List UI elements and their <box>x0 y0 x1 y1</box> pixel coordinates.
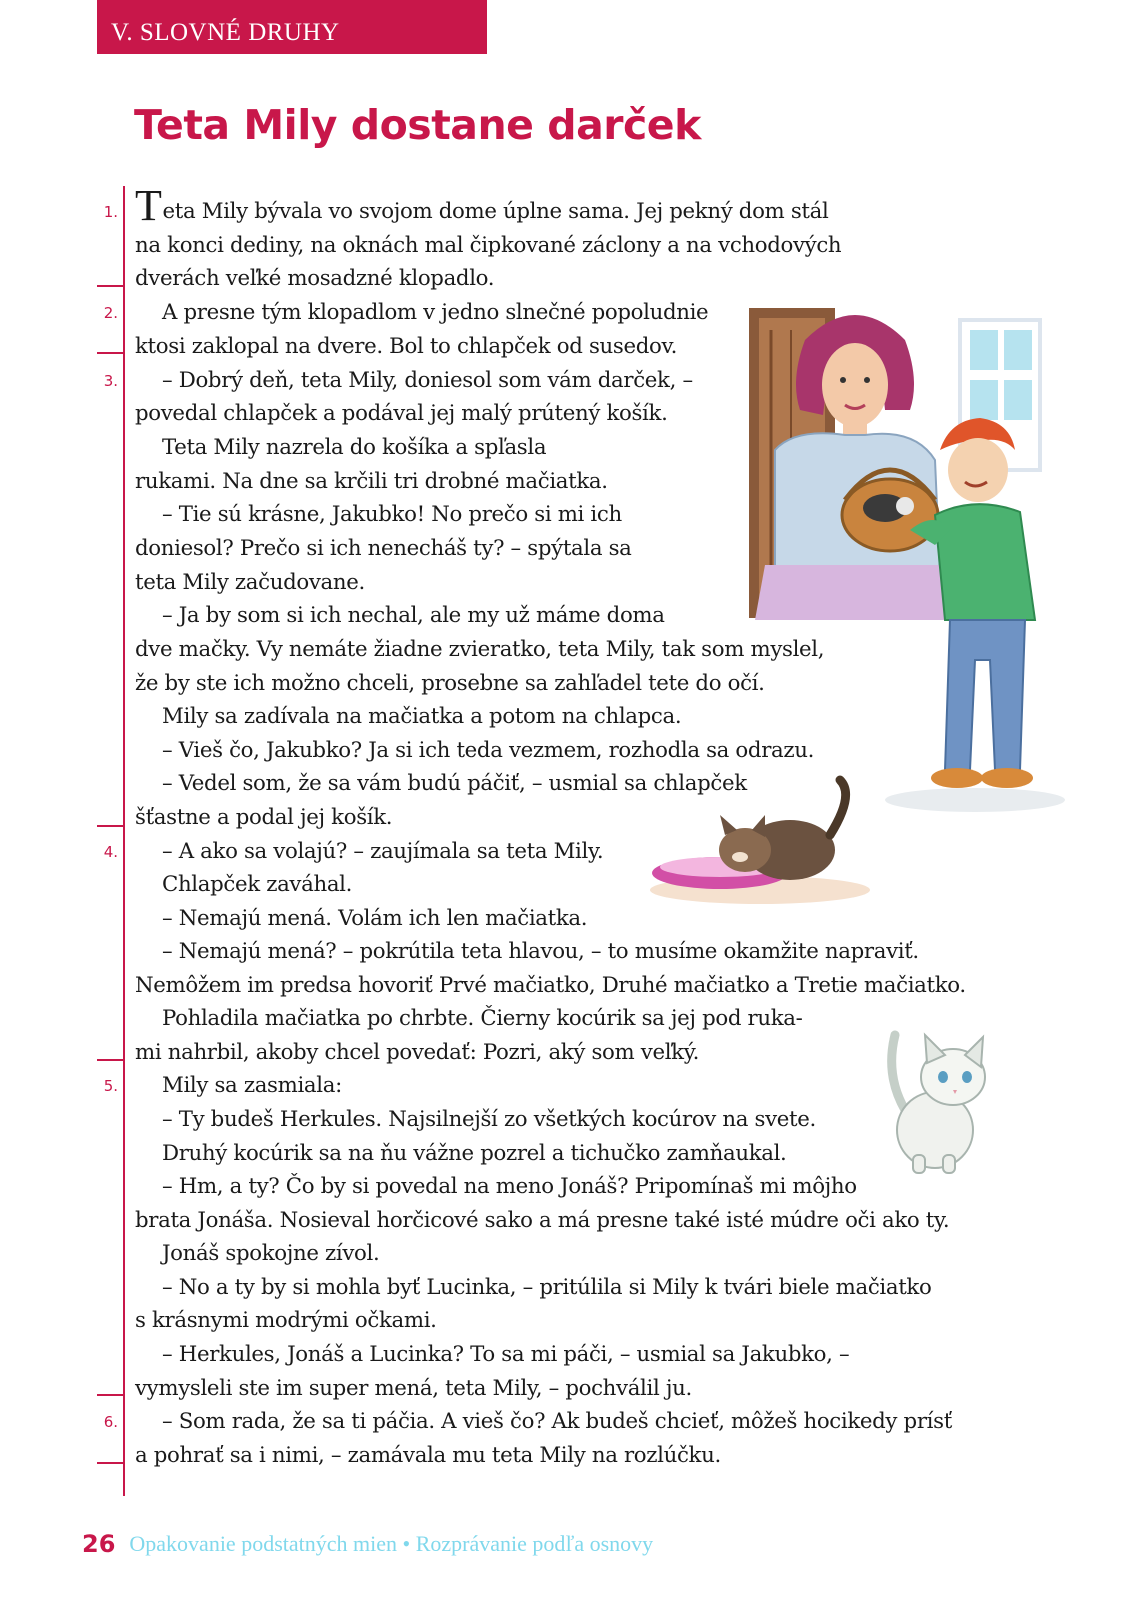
story-line: Jonáš spokojne zívol. <box>162 1241 380 1266</box>
story-line: s krásnymi modrými očkami. <box>135 1308 437 1333</box>
story-line: – Tie sú krásne, Jakubko! No prečo si mi ich <box>162 502 622 527</box>
story-line: brata Jonáša. Nosieval horčicové sako a má presne také isté múdre oči ako ty. <box>135 1208 950 1233</box>
paragraph-number: 3. <box>103 372 118 390</box>
page-footer <box>82 1530 653 1558</box>
story-line: povedal chlapček a podával jej malý prútený košík. <box>135 401 668 426</box>
story-line: Mily sa zasmiala: <box>162 1073 342 1098</box>
story-line: Nemôžem im predsa hovoriť Prvé mačiatko, Druhé mačiatko a Tretie mačiatko. <box>135 973 966 998</box>
story-line: ktosi zaklopal na dvere. Bol to chlapček od susedov. <box>135 334 678 359</box>
story-line: – Nemajú mená. Volám ich len mačiatka. <box>162 906 588 931</box>
paragraph-number: 6. <box>103 1413 118 1431</box>
paragraph-divider <box>97 1394 124 1396</box>
paragraph-divider <box>97 352 124 354</box>
footer-topics: Opakovanie podstatných mien • Rozprávanie podľa osnovy <box>129 1531 654 1556</box>
story-line: Teta Mily nazrela do košíka a spľasla <box>162 435 547 460</box>
story-line: že by ste ich možno chceli, prosebne sa zahľadel tete do očí. <box>135 671 765 696</box>
story-line: – Ja by som si ich nechal, ale my už máme doma <box>162 603 665 628</box>
story-line: mi nahrbil, akoby chcel povedať: Pozri, aký som veľký. <box>135 1040 699 1065</box>
story-line: Chlapček zaváhal. <box>162 872 353 897</box>
story-line: Pohladila mačiatka po chrbte. Čierny kocúrik sa jej pod ruka- <box>162 1006 803 1031</box>
story-line: vymysleli ste im super mená, teta Mily, – pochválil ju. <box>135 1376 692 1401</box>
story-line: doniesol? Prečo si ich nenecháš ty? – spýtala sa <box>135 536 632 561</box>
woman-face <box>822 343 888 427</box>
story-line: rukami. Na dne sa krčili tri drobné mačiatka. <box>135 469 608 494</box>
story-line: Mily sa zadívala na mačiatka a potom na chlapca. <box>162 704 682 729</box>
chapter-header: V. SLOVNÉ DRUHY <box>97 0 487 54</box>
story-line: dve mačky. Vy nemáte žiadne zvieratko, teta Mily, tak som myslel, <box>135 637 825 662</box>
paragraph-number: 4. <box>103 843 118 861</box>
paragraph-rail <box>123 186 125 1496</box>
story-line: a pohrať sa i nimi, – zamávala mu teta Mily na rozlúčku. <box>135 1443 721 1468</box>
story-line: na konci dediny, na oknách mal čipkované záclony a na vchodových <box>135 233 842 258</box>
drop-cap: T <box>135 181 162 230</box>
paragraph-divider <box>97 1462 124 1464</box>
boy-face <box>948 438 1008 502</box>
story-line: A presne tým klopadlom v jedno slnečné popoludnie <box>162 300 709 325</box>
story-line: – No a ty by si mohla byť Lucinka, – pritúlila si Mily k tvári biele mačiatko <box>162 1275 932 1300</box>
story-line: – Ty budeš Herkules. Najsilnejší zo všetkých kocúrov na svete. <box>162 1107 816 1132</box>
paragraph-number: 1. <box>103 203 118 221</box>
page-title: Teta Mily dostane darček <box>134 101 701 149</box>
woman-boy-basket-illustration <box>735 300 1075 820</box>
woman-skirt <box>755 565 960 620</box>
story-line: – Vieš čo, Jakubko? Ja si ich teda vezmem, rozhodla sa odrazu. <box>162 738 815 763</box>
story-line: Druhý kocúrik sa na ňu vážne pozrel a tichučko zamňaukal. <box>162 1141 787 1166</box>
paragraph-divider <box>97 1059 124 1061</box>
story-line: teta Mily začudovane. <box>135 570 365 595</box>
boy-jeans <box>945 620 1025 770</box>
story-line: šťastne a podal jej košík. <box>135 805 393 830</box>
boy-jacket <box>935 504 1035 620</box>
story-line: – Nemajú mená? – pokrútila teta hlavou, – to musíme okamžite napraviť. <box>162 939 919 964</box>
story-line: – A ako sa volajú? – zaujímala sa teta Mily. <box>162 839 604 864</box>
story-line: dverách veľké mosadzné klopadlo. <box>135 266 495 291</box>
kitten-drinking-illustration <box>640 775 890 910</box>
paragraph-number: 2. <box>103 304 118 322</box>
story-line: – Dobrý deň, teta Mily, doniesol som vám darček, – <box>162 368 693 393</box>
story-line: – Hm, a ty? Čo by si povedal na meno Jonáš? Pripomínaš mi môjho <box>162 1174 857 1199</box>
story-line: – Som rada, že sa ti páčia. A vieš čo? Ak budeš chcieť, môžeš hocikedy prísť <box>162 1409 952 1434</box>
page-number: 26 <box>82 1530 116 1558</box>
story-line: – Herkules, Jonáš a Lucinka? To sa mi páči, – usmial sa Jakubko, – <box>162 1342 850 1367</box>
white-kitten-illustration <box>875 1015 1005 1180</box>
story-line: Teta Mily bývala vo svojom dome úplne sama. Jej pekný dom stál <box>135 181 829 230</box>
paragraph-divider <box>97 285 124 287</box>
story-line: – Vedel som, že sa vám budú páčiť, – usmial sa chlapček <box>162 771 747 796</box>
paragraph-number: 5. <box>103 1077 118 1095</box>
paragraph-divider <box>97 825 124 827</box>
